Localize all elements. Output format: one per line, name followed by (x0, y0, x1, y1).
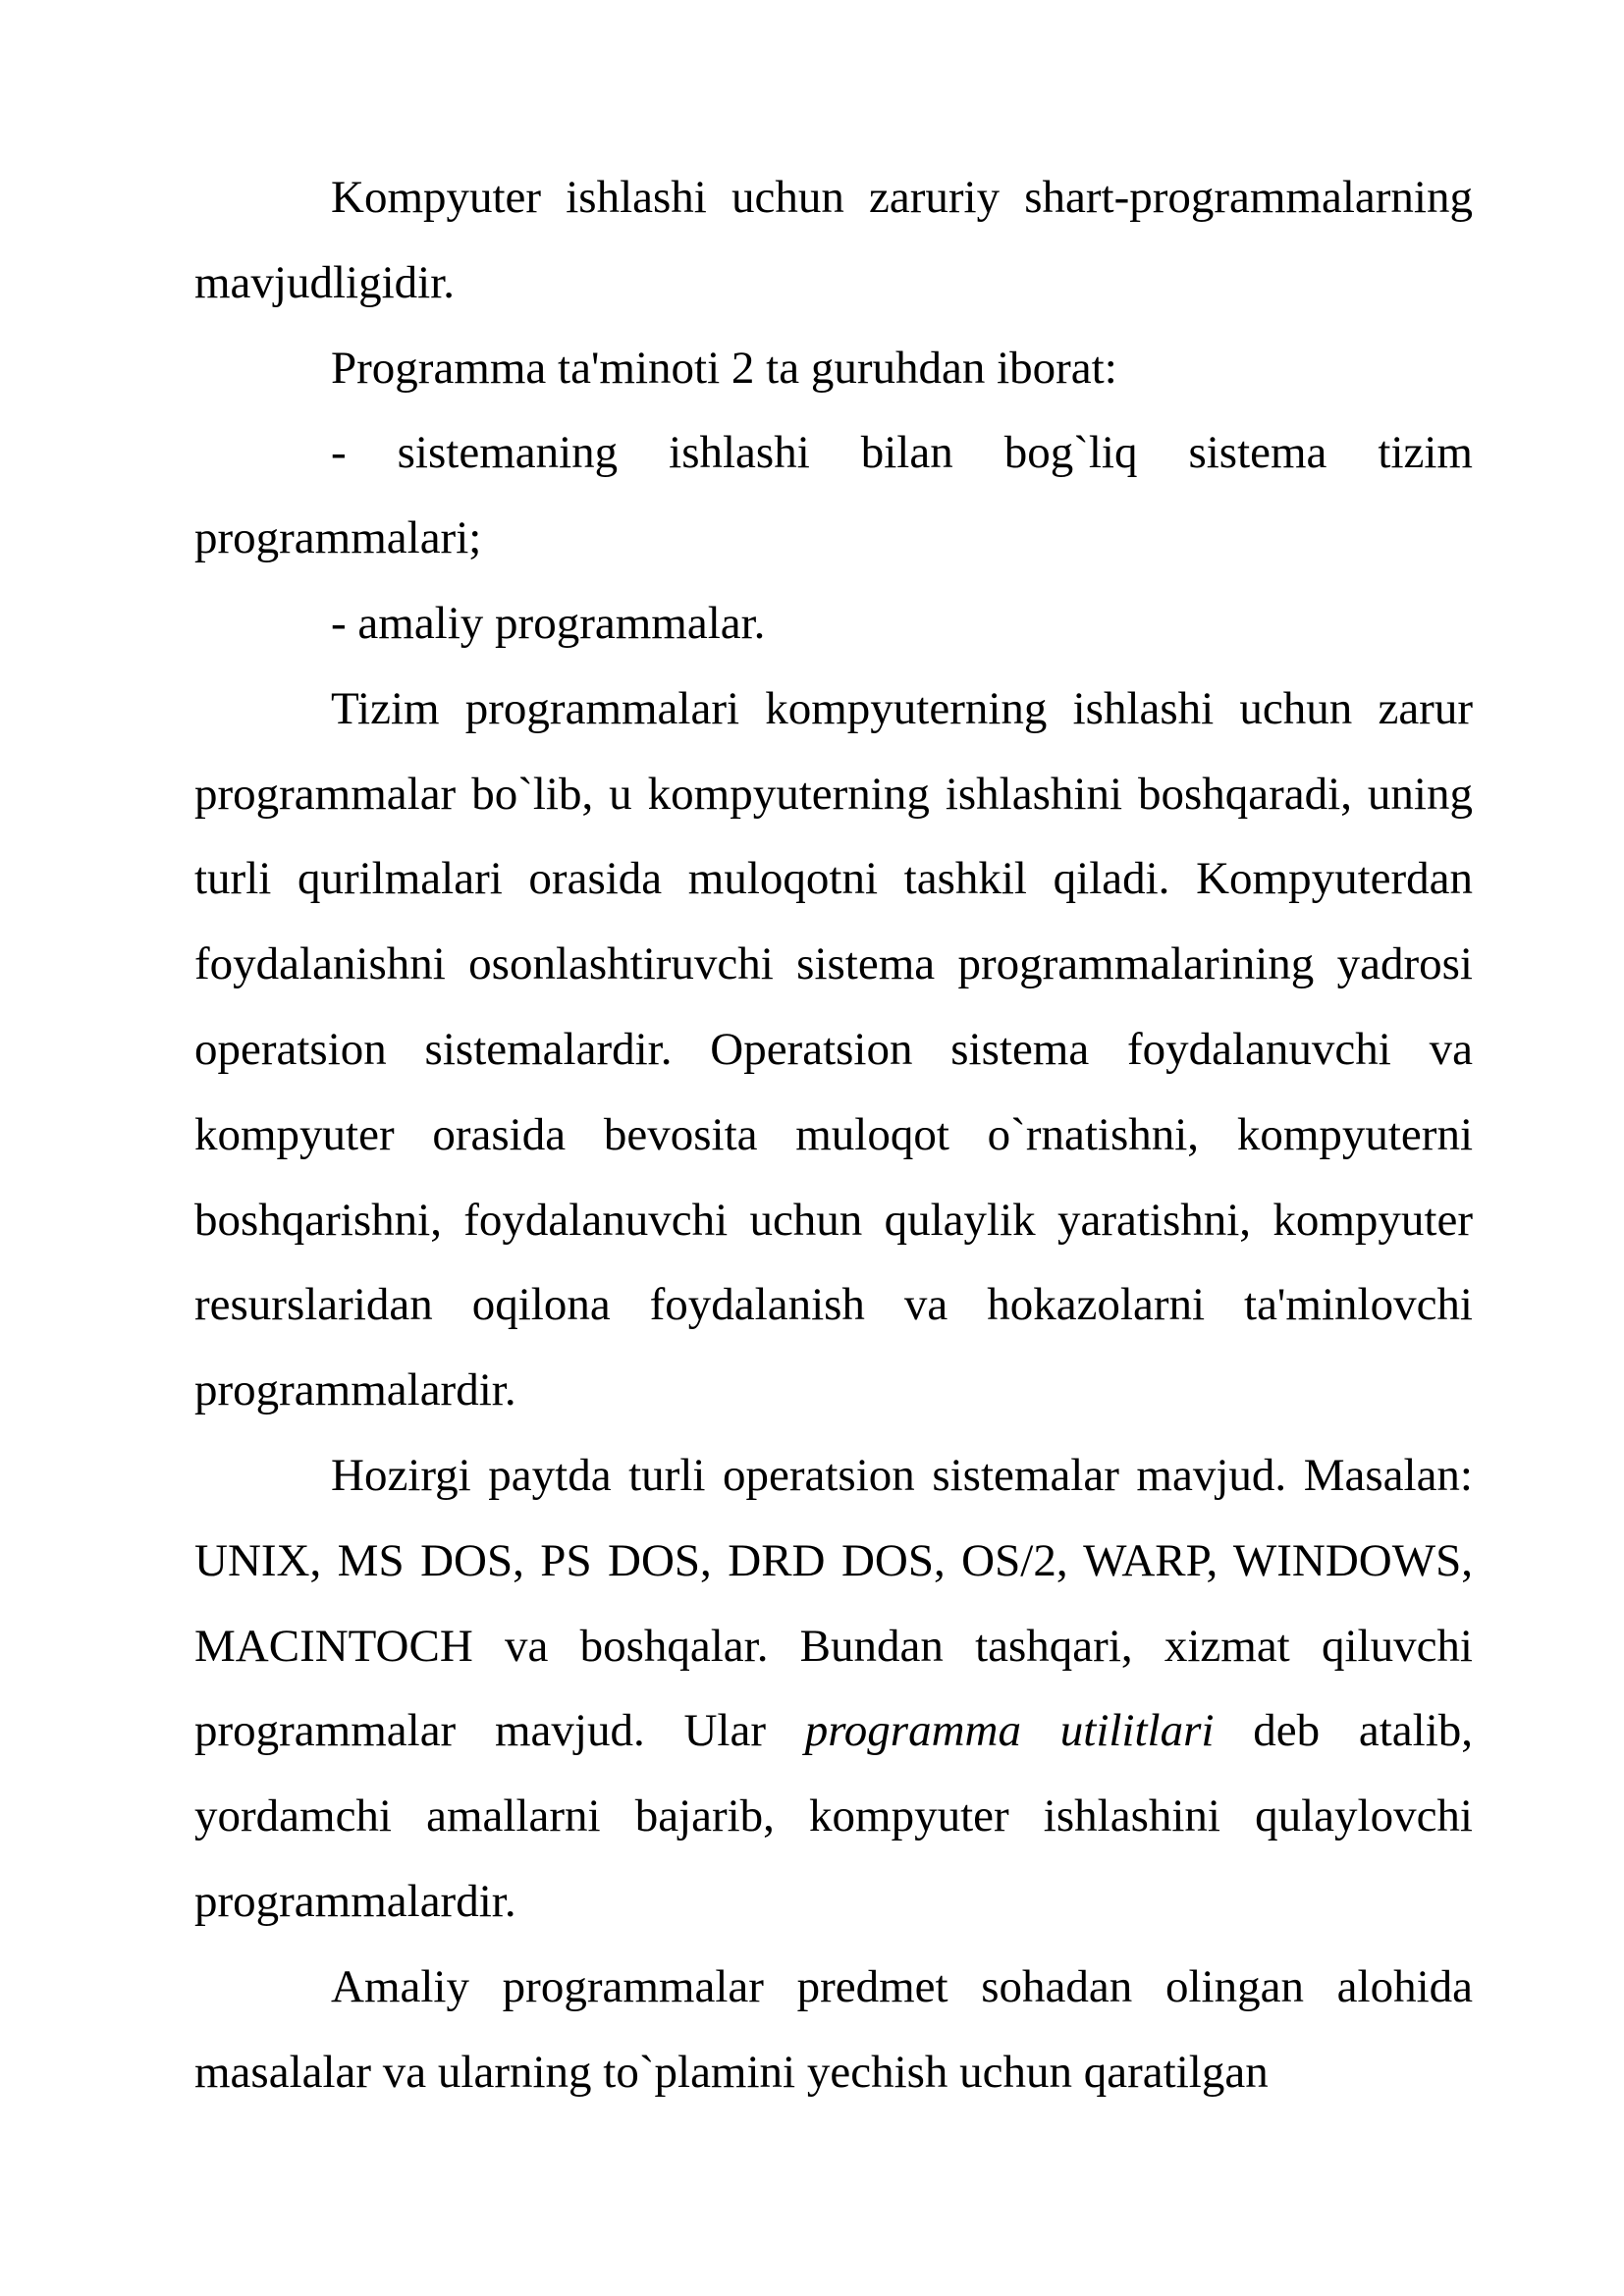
paragraph-amaliy-programmalar: Amaliy programmalar predmet sohadan olingan alohida masalalar va ularning to`plamini yechish uchun qaratilgan (194, 1960, 1473, 2098)
paragraph-tizim-programmalari: Tizim programmalari kompyuterning ishlashi uchun zarur programmalar bo`lib, u kompyuterning ishlashini boshqaradi, uning turli qurilmalari orasida muloqotni tashkil qiladi. Kompyuterdan foydalanishni osonlashtiruvchi sistema programmalarining yadrosi operatsion sistemalardir. Operatsion sistema foydalanuvchi va kompyuter orasida bevosita muloqot o`rnatishni, kompyuterni boshqarishni, foydalanuvchi uchun qulaylik yaratishni, kompyuter resurslaridan oqilona foydalanish va hokazolarni ta'minlovchi programmalardir. (194, 682, 1473, 1416)
emphasis-term: programma utilitlari (804, 1705, 1215, 1757)
paragraph-text-after: deb atalib, yordamchi amallarni bajarib, kompyuter ishlashini qulaylovchi programmalardir. (194, 1705, 1473, 1927)
paragraph-text-before: Hozirgi paytda turli operatsion sistemalar mavjud. Masalan: UNIX, MS DOS, PS DOS, DRD DOS, OS/2, WARP, WINDOWS, MACINTOCH va boshqalar. Bundan tashqari, xizmat qiluvchi programmalar mavjud. Ular (194, 1449, 1473, 1757)
list-item-tizim: - sistemaning ishlashi bilan bog`liq sistema tizim programmalari; (194, 427, 1473, 564)
list-item-amaliy: - amaliy programmalar. (331, 597, 766, 649)
paragraph-shart: Kompyuter ishlashi uchun zaruriy shart-programmalarning mavjudligidir. (194, 172, 1473, 308)
paragraph-guruh: Programma ta'minoti 2 ta guruhdan iborat: (331, 342, 1117, 394)
paragraph-operatsion-sistemalar (194, 1433, 1473, 1945)
document-body (194, 155, 1473, 2114)
